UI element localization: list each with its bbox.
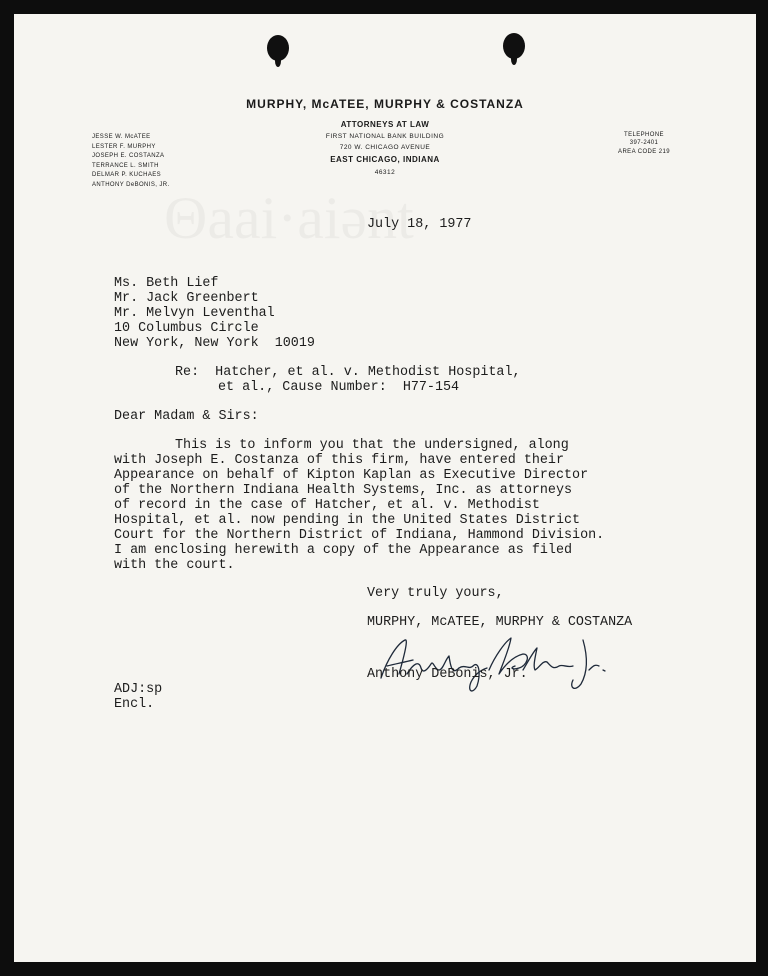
partner-name: JOSEPH E. COSTANZA bbox=[92, 153, 165, 160]
recipient-line: Ms. Beth Lief bbox=[114, 276, 219, 291]
telephone-number: 397-2401 bbox=[629, 140, 659, 147]
partner-name: TERRANCE L. SMITH bbox=[92, 162, 159, 169]
salutation: Dear Madam & Sirs: bbox=[114, 409, 259, 424]
partner-name: LESTER F. MURPHY bbox=[92, 143, 156, 150]
telephone-block bbox=[609, 131, 679, 156]
re-line: Re: Hatcher, et al. v. Methodist Hospital, bbox=[175, 365, 521, 380]
partners-list bbox=[92, 133, 170, 191]
typist-initials: ADJ:sp bbox=[114, 682, 163, 697]
punch-hole-left bbox=[267, 35, 289, 61]
letter-date: July 18, 1977 bbox=[367, 217, 472, 232]
body-line: Appearance on behalf of Kipton Kaplan as Executive Director bbox=[114, 468, 589, 483]
re-line-continued: et al., Cause Number: H77-154 bbox=[218, 380, 460, 395]
firm-city: EAST CHICAGO, INDIANA bbox=[330, 155, 440, 164]
firm-subtitle: ATTORNEYS AT LAW bbox=[340, 120, 430, 129]
body-line: with Joseph E. Costanza of this firm, have entered their bbox=[114, 453, 564, 468]
recipient-line: Mr. Melvyn Leventhal bbox=[114, 306, 275, 321]
body-line: I am enclosing herewith a copy of the Appearance as filed bbox=[114, 543, 573, 558]
area-code: AREA CODE 219 bbox=[618, 148, 670, 155]
body-line: This is to inform you that the undersigned, along bbox=[175, 438, 569, 453]
body-line: of the Northern Indiana Health Systems, Inc. as attorneys bbox=[114, 483, 573, 498]
enclosure-note: Encl. bbox=[114, 697, 155, 712]
firm-zip: 46312 bbox=[374, 169, 396, 176]
body-line: of record in the case of Hatcher, et al. v. Methodist bbox=[114, 498, 540, 513]
letter-page bbox=[14, 14, 756, 962]
partner-name: JESSE W. McATEE bbox=[92, 134, 151, 140]
closing: Very truly yours, bbox=[367, 586, 504, 601]
recipient-line: 10 Columbus Circle bbox=[114, 321, 259, 336]
partner-name: DELMAR P. KUCHAES bbox=[92, 172, 162, 179]
partner-name: ANTHONY DeBONIS, JR. bbox=[92, 181, 170, 188]
firm-street: 720 W. CHICAGO AVENUE bbox=[339, 144, 431, 151]
recipient-line: Mr. Jack Greenbert bbox=[114, 291, 259, 306]
show-through-watermark bbox=[74, 184, 414, 253]
recipient-line: New York, New York 10019 bbox=[114, 336, 315, 351]
firm-signature-line: MURPHY, McATEE, MURPHY & COSTANZA bbox=[367, 615, 633, 630]
firm-name: MURPHY, McATEE, MURPHY & COSTANZA bbox=[246, 97, 524, 111]
body-line: with the court. bbox=[114, 558, 235, 573]
signer-name: Anthony DeBonis, Jr. bbox=[367, 667, 528, 682]
punch-hole-right bbox=[503, 33, 525, 59]
body-line: Hospital, et al. now pending in the United States District bbox=[114, 513, 581, 528]
firm-building: FIRST NATIONAL BANK BUILDING bbox=[325, 133, 445, 140]
handwritten-signature bbox=[369, 630, 619, 700]
body-line: Court for the Northern District of Indiana, Hammond Division. bbox=[114, 528, 605, 543]
telephone-label: TELEPHONE bbox=[624, 132, 664, 138]
